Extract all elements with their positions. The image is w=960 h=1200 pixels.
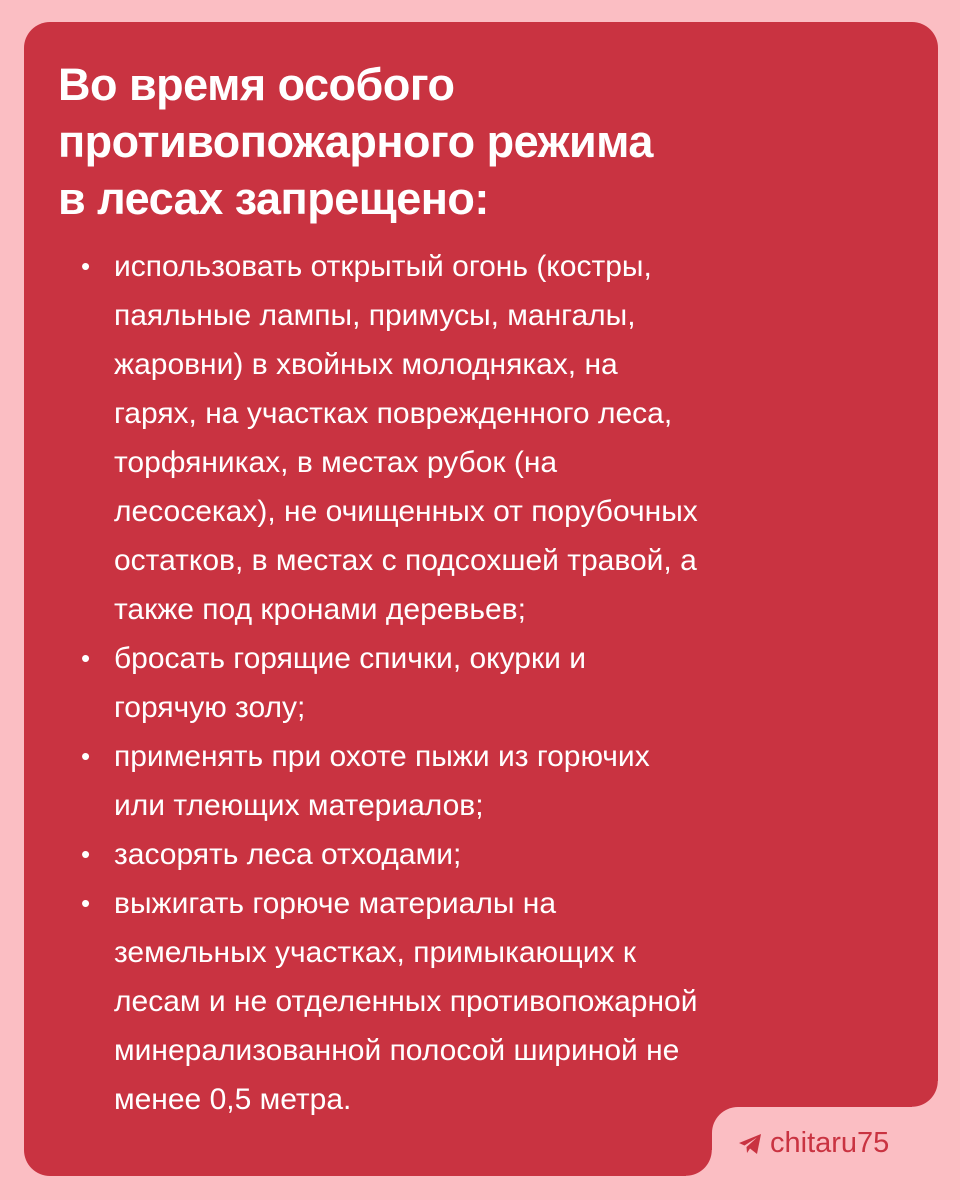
prohibitions-list [70, 242, 860, 1124]
item-line: горячую золу; [114, 691, 306, 724]
title-line: противопожарного режима [58, 116, 653, 167]
title-line: в лесах запрещено: [58, 173, 489, 224]
item-line: или тлеющих материалов; [114, 789, 484, 822]
channel-badge[interactable] [712, 1107, 960, 1200]
item-line: выжигать горюче материалы на [114, 887, 557, 920]
item-line: менее 0,5 метра. [114, 1083, 352, 1116]
list-item [70, 634, 860, 732]
bullet-icon: • [81, 839, 91, 869]
bullet-icon: • [81, 643, 91, 673]
item-line: использовать открытый огонь (костры, [114, 250, 652, 283]
list-item [70, 242, 860, 634]
bullet-icon: • [81, 888, 91, 918]
item-line: засорять леса отходами; [114, 838, 462, 871]
bullet-icon: • [81, 741, 91, 771]
bullet-icon: • [81, 251, 91, 281]
item-line: остатков, в местах с подсохшей травой, а [114, 544, 697, 577]
item-line: бросать горящие спички, окурки и [114, 642, 586, 675]
item-line: паяльные лампы, примусы, мангалы, [114, 299, 636, 332]
page-title [58, 56, 898, 227]
item-line: торфяниках, в местах рубок (на [114, 446, 558, 479]
item-line: жаровни) в хвойных молодняках, на [114, 348, 618, 381]
item-line: земельных участках, примыкающих к [114, 936, 636, 969]
item-line: лесосеках), не очищенных от порубочных [114, 495, 698, 528]
title-line: Во время особого [58, 59, 455, 110]
badge-corner [912, 1081, 938, 1107]
item-line: применять при охоте пыжи из горючих [114, 740, 650, 773]
badge-corner [686, 1150, 712, 1176]
item-line: минерализованной полосой шириной не [114, 1034, 680, 1067]
telegram-icon [738, 1133, 762, 1155]
channel-name: chitaru75 [770, 1127, 890, 1159]
channel-badge-content [738, 1127, 889, 1160]
list-item [70, 879, 860, 1124]
item-line: гарях, на участках поврежденного леса, [114, 397, 673, 430]
item-line: лесам и не отделенных противопожарной [114, 985, 698, 1018]
item-line: также под кронами деревьев; [114, 593, 526, 626]
list-item [70, 830, 860, 879]
list-item [70, 732, 860, 830]
